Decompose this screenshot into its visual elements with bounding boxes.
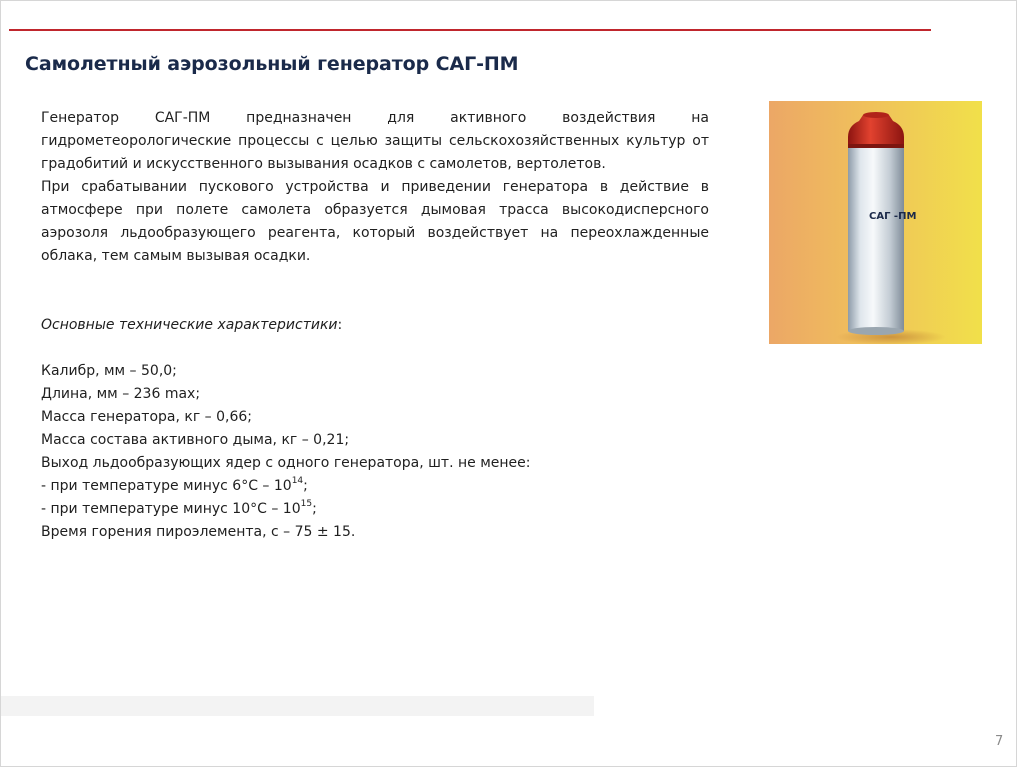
slide-title: Самолетный аэрозольный генератор САГ-ПМ [25,53,519,75]
generator-label: САГ -ПМ [869,211,917,222]
specs-heading-colon: : [337,317,343,333]
spec-yield-heading: Выход льдообразующих ядер с одного генератора, шт. не менее: [41,455,531,471]
spec-temp-minus10 [41,498,709,521]
intro-paragraph-2: При срабатывании пускового устройства и приведении генератора в действие в атмосфере при полете самолета образуется дымовая трасса высокодисперсного аэрозоля льдообразующего реагента, который воздействует на переохлажденные облака, тем самым вызывая осадки. [41,179,709,264]
spec-length: Длина, мм – 236 max; [41,386,201,402]
spec-caliber: Калибр, мм – 50,0; [41,363,177,379]
spec-mass-smoke: Масса состава активного дыма, кг – 0,21; [41,432,350,448]
spec-temp-minus6-suffix: ; [303,478,308,494]
accent-line [9,29,931,31]
spec-temp-minus10-text: - при температуре минус 10°С – 10 [41,501,301,517]
generator-cap-band [848,144,904,148]
generator-bottom [848,327,904,335]
spec-temp-minus6 [41,475,709,498]
generator-photo [769,101,982,344]
page-number: 7 [995,734,1004,749]
spec-burn-time: Время горения пироэлемента, с – 75 ± 15. [41,524,356,540]
specs-heading-text: Основные технические характеристики [41,317,338,333]
spec-temp-minus10-exponent: 15 [300,499,313,510]
generator-body [848,146,904,331]
intro-paragraph-1: Генератор САГ-ПМ предназначен для активного воздействия на гидрометеорологические процессы с целью защиты сельскохозяйственных культур от градобитий и искусственного вызывания осадков с самолетов, вертолетов. [41,110,709,172]
spec-temp-minus10-suffix: ; [312,501,317,517]
specs-heading [41,314,709,337]
spacer [41,268,709,314]
spec-mass-generator: Масса генератора, кг – 0,66; [41,409,252,425]
slide-body [41,107,709,544]
spacer [41,337,709,360]
generator-cap-top [863,112,889,118]
footer-band [1,696,594,716]
spec-temp-minus6-text: - при температуре минус 6°С – 10 [41,478,292,494]
spec-temp-minus6-exponent: 14 [291,476,304,487]
